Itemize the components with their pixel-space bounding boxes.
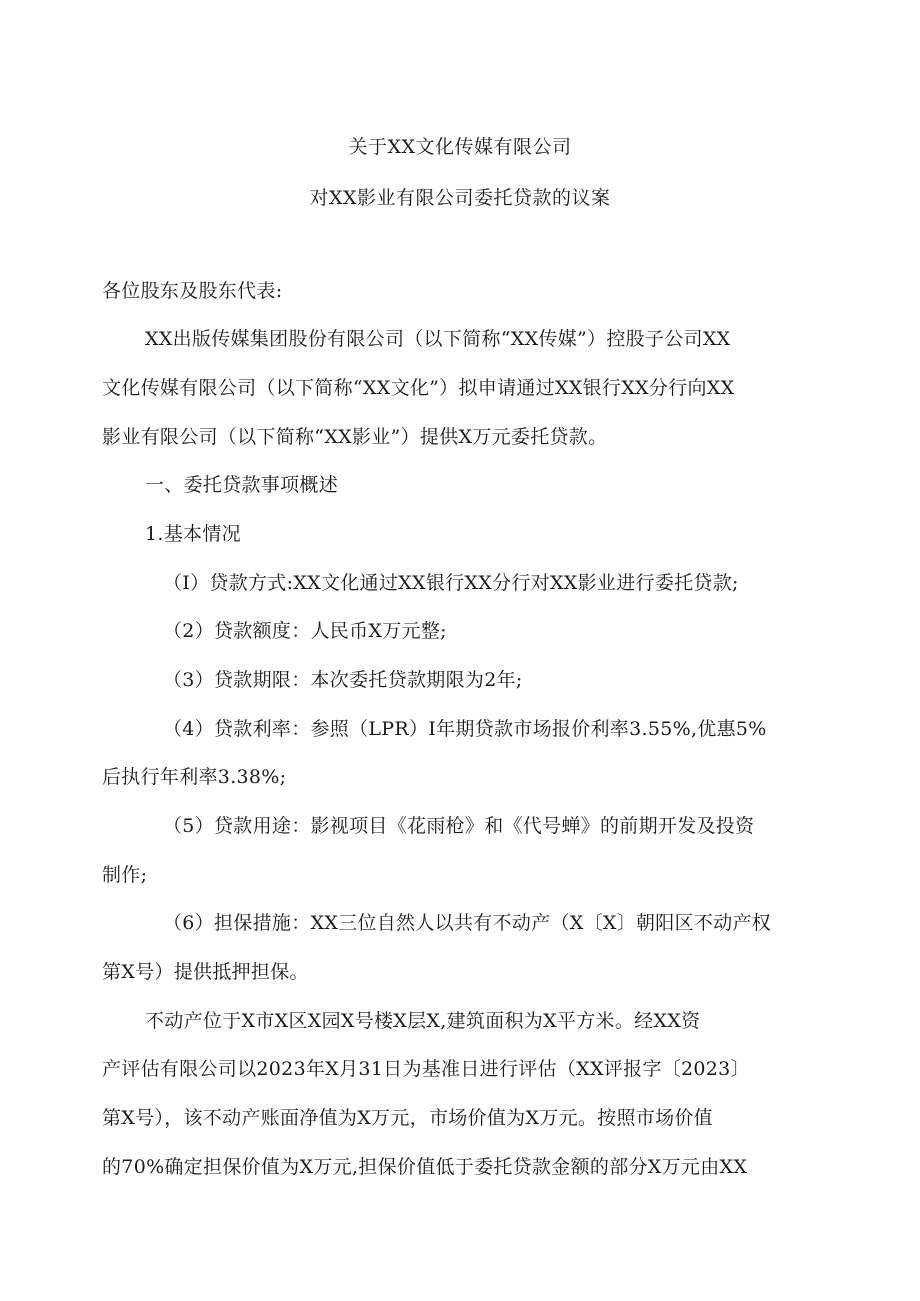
list-item-continuation: 后执行年利率3.38%; <box>102 766 287 788</box>
title-line-1: 关于XX文化传媒有限公司 <box>348 136 572 158</box>
list-item: （3）贷款期限：本次委托贷款期限为2年; <box>163 669 523 691</box>
subsection-heading: 1.基本情况 <box>145 523 241 545</box>
body-line: 产评估有限公司以2023年X月31日为基准日进行评估（XX评报字〔2023〕 <box>102 1058 750 1080</box>
body-line: 第X号），该不动产账面净值为X万元，市场价值为X万元。按照市场价值 <box>102 1107 713 1129</box>
list-item: （2）贷款额度：人民币X万元整; <box>163 620 447 642</box>
body-line: XX出版传媒集团股份有限公司（以下简称“XX传媒”）控股子公司XX <box>145 328 731 350</box>
body-line: 的70%确定担保价值为X万元,担保价值低于委托贷款金额的部分X万元由XX <box>102 1156 748 1178</box>
body-line: 文化传媒有限公司（以下简称“XX文化”）拟申请通过XX银行XX分行向XX <box>102 377 735 399</box>
list-item: （I）贷款方式:XX文化通过XX银行XX分行对XX影业进行委托贷款; <box>163 572 739 594</box>
section-heading: 一、委托贷款事项概述 <box>145 474 339 496</box>
list-item-continuation: 制作; <box>102 864 148 886</box>
list-item: （6）担保措施：XX三位自然人以共有不动产（X〔X〕朝阳区不动产权 <box>163 912 772 934</box>
body-line: 不动产位于X市X区X园X号楼X层X,建筑面积为X平方米。经XX资 <box>145 1010 701 1032</box>
list-item-continuation: 第X号）提供抵押担保。 <box>102 961 309 983</box>
title-line-2: 对XX影业有限公司委托贷款的议案 <box>309 187 611 209</box>
body-line: 影业有限公司（以下简称“XX影业”）提供X万元委托贷款。 <box>102 426 608 448</box>
salutation: 各位股东及股东代表: <box>102 280 283 302</box>
list-item: （5）贷款用途：影视项目《花雨枪》和《代号蝉》的前期开发及投资 <box>163 815 755 837</box>
list-item: （4）贷款利率：参照（LPR）I年期贷款市场报价利率3.55%,优惠5% <box>163 718 767 740</box>
